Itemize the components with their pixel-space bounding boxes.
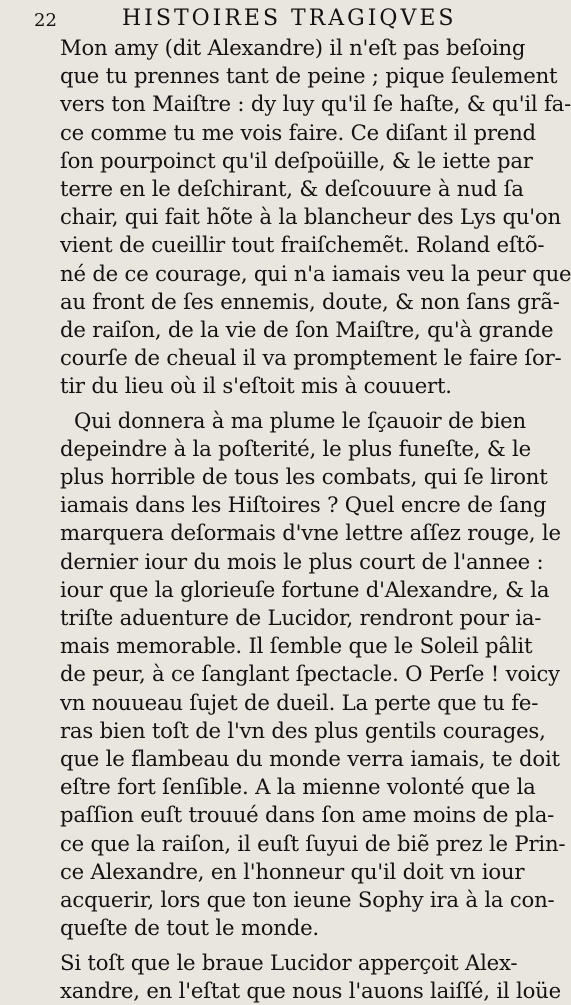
text-line: de raiſon, de la vie de ſon Maiſtre, qu'à grande <box>60 317 554 343</box>
text-line: que tu prennes tant de peine ; pique ſeulement <box>60 63 558 89</box>
page-number: 22 <box>34 10 57 31</box>
text-line: de peur, à ce ſanglant ſpectacle. O Perſe ! voicy <box>60 661 560 687</box>
text-line: xandre, en l'eſtat que nous l'auons laiſſé, il loüe <box>60 977 561 1003</box>
text-line: vers ton Maiſtre : dy luy qu'il ſe haſte, & qu'il fa- <box>60 91 571 117</box>
text-line: ras bien toſt de l'vn des plus gentils courages, <box>60 717 546 743</box>
text-line: Mon amy (dit Alexandre) il n'eſt pas beſoing <box>60 35 526 60</box>
text-line: courſe de cheual il va promptement le faire ſor- <box>60 345 562 371</box>
text-line: plus horrible de tous les combats, qui ſe liront <box>60 464 548 490</box>
paragraph <box>60 407 566 943</box>
text-line: ce comme tu me vois faire. Ce diſant il prend <box>60 119 536 145</box>
text-line: ſon pourpoinct qu'il deſpoüille, & le iette par <box>60 147 533 173</box>
text-line: iamais dans les Hiſtoires ? Quel encre de ſang <box>60 492 547 518</box>
text-line: ce Alexandre, en l'honneur qu'il doit vn iour <box>60 858 525 884</box>
text-line: Qui donnera à ma plume le ſçauoir de bien <box>74 407 526 433</box>
text-line: triſte aduenture de Lucidor, rendront pour ia- <box>60 605 542 631</box>
text-line: iour que la glorieuſe fortune d'Alexandre, & la <box>60 576 550 602</box>
text-line: vient de cueillir tout fraiſchemẽt. Roland eſtõ- <box>60 232 545 258</box>
book-title: HISTOIRES TRAGIQVES <box>122 6 457 31</box>
text-line: depeindre à la poſterité, le plus funeſte, & le <box>60 435 531 461</box>
text-line: vn nouueau ſujet de dueil. La perte que tu fe- <box>60 689 539 715</box>
text-line: mais memorable. Il ſemble que le Soleil pâlit <box>60 633 533 659</box>
text-line: au front de ſes ennemis, doute, & non ſans grã- <box>60 288 560 314</box>
text-line: chair, qui fait hõte à la blancheur des Lys qu'on <box>60 204 561 230</box>
text-line: dernier iour du mois le plus court de l'annee : <box>60 548 544 574</box>
text-line: ce que la raiſon, il euſt ſuyui de biẽ prez le Prin- <box>60 830 566 856</box>
text-line: paſſion euſt trouué dans ſon ame moins de pla- <box>60 802 555 828</box>
text-line: né de ce courage, qui n'a iamais veu la peur que <box>60 260 571 286</box>
text-line: tir du lieu où il s'eſtoit mis à couuert. <box>60 373 452 399</box>
running-head <box>0 2 500 38</box>
text-line: terre en le deſchirant, & deſcouure à nud ſa <box>60 176 524 202</box>
text-line: marquera deſormais d'vne lettre aſſez rouge, le <box>60 520 561 546</box>
text-line: queſte de tout le monde. <box>60 915 319 941</box>
paragraph <box>60 34 571 401</box>
text-line: acquerir, lors que ton ieune Sophy ira à la con- <box>60 887 555 913</box>
paragraph <box>60 949 561 1005</box>
text-line: que le flambeau du monde verra iamais, te doit <box>60 746 560 772</box>
text-line: eſtre fort ſenſible. A la mienne volonté que la <box>60 774 536 800</box>
text-line: Si toſt que le braue Lucidor apperçoit Alex- <box>60 949 518 975</box>
body-text <box>60 34 571 1005</box>
